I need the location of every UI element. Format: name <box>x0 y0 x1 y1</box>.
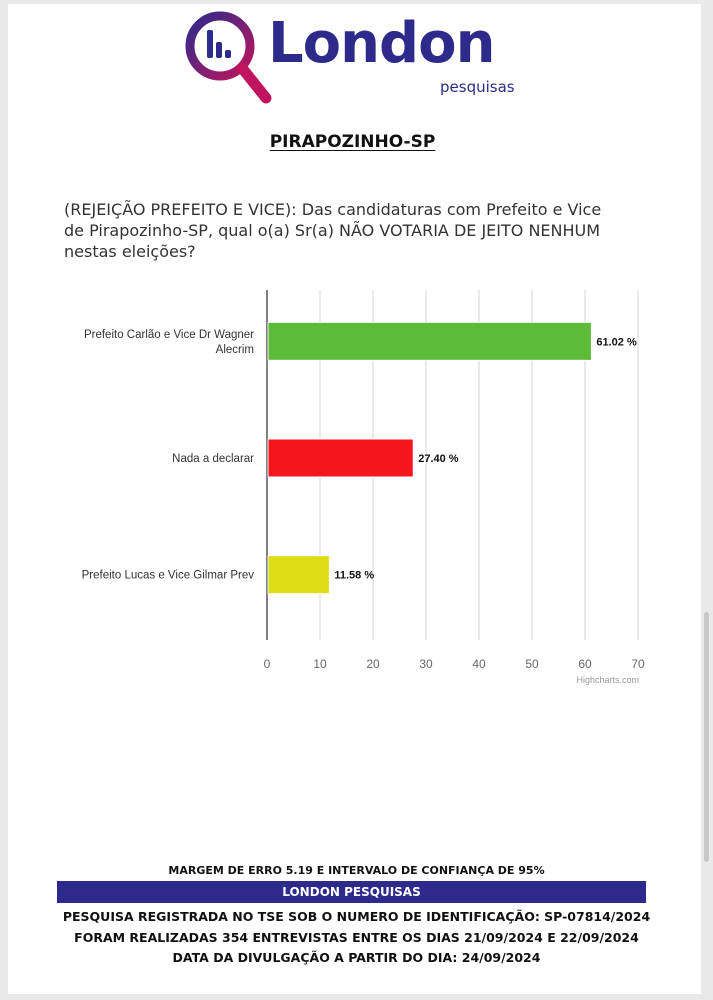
scrollbar[interactable] <box>704 612 709 862</box>
category-label: Prefeito Lucas e Vice Gilmar Prev <box>81 569 254 582</box>
release-date: DATA DA DIVULGAÇÃO A PARTIR DO DIA: 24/09/2024 <box>172 950 541 965</box>
category-label: Nada a declarar <box>172 453 254 465</box>
bar <box>268 322 591 360</box>
x-tick-label: 20 <box>366 657 380 671</box>
category-label: Alecrim <box>215 343 254 356</box>
logo-wordmark: London <box>268 11 495 76</box>
bar-value-label: 27.40 % <box>418 453 459 465</box>
chart-credits: Highcharts.com <box>576 675 639 685</box>
x-tick-label: 40 <box>472 657 486 671</box>
registration-info: PESQUISA REGISTRADA NO TSE SOB O NUMERO DE IDENTIFICAÇÃO: SP-07814/2024 <box>62 909 651 924</box>
page-title: PIRAPOZINHO-SP <box>269 132 436 152</box>
rejection-bar-chart <box>0 280 713 700</box>
bar-value-label: 11.58 % <box>334 569 375 582</box>
survey-question: (REJEIÇÃO PREFEITO E VICE): Das candidaturas com Prefeito e Vice de Pirapozinho-SP, qual o(a) Sr(a) NÃO VOTARIA DE JEITO NENHUM nestas eleições? <box>64 200 602 261</box>
x-tick-label: 50 <box>525 657 539 671</box>
bar <box>268 556 329 594</box>
x-tick-label: 70 <box>631 657 645 671</box>
logo-subtitle: pesquisas <box>440 78 515 96</box>
x-tick-label: 60 <box>578 657 592 671</box>
bar <box>268 439 413 477</box>
interviews-info: FORAM REALIZADAS 354 ENTREVISTAS ENTRE OS DIAS 21/09/2024 E 22/09/2024 <box>74 930 639 945</box>
margin-of-error: MARGEM DE ERRO 5.19 E INTERVALO DE CONFIANÇA DE 95% <box>168 864 545 877</box>
brand-banner: LONDON PESQUISAS <box>57 881 646 903</box>
x-tick-label: 30 <box>419 657 433 671</box>
x-tick-label: 0 <box>263 657 271 671</box>
category-label: Prefeito Carlão e Vice Dr Wagner <box>83 328 254 341</box>
x-tick-label: 10 <box>313 657 327 671</box>
bar-value-label: 61.02 % <box>596 336 637 349</box>
